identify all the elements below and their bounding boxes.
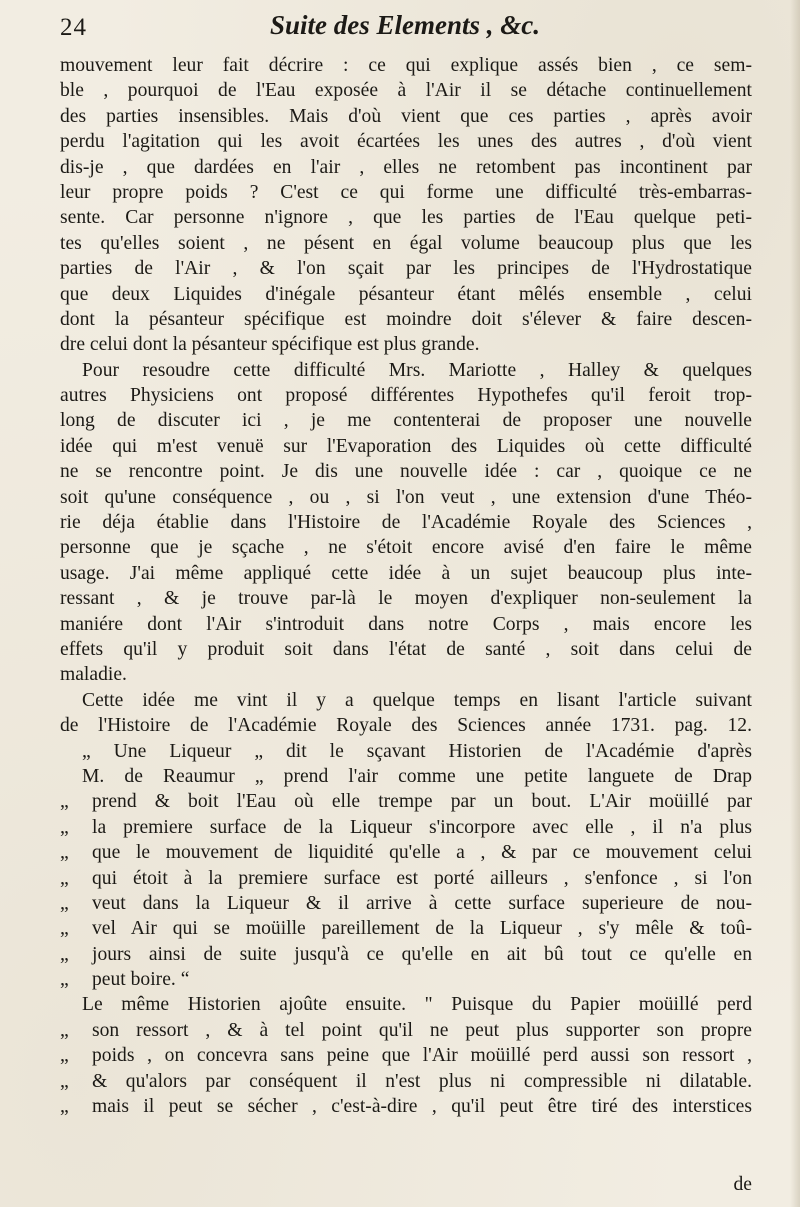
quoted-line	[60, 815, 752, 840]
quoted-text: vel Air qui se moüille pareillement de la Liqueur , s'y mêle & toû-	[92, 918, 752, 940]
quoted-line	[60, 866, 752, 891]
quoted-line	[60, 840, 752, 865]
page-edge-shadow	[790, 0, 800, 1207]
quoted-line	[60, 891, 752, 916]
text-line: mouvement leur fait décrire : ce qui explique assés bien , ce sem-	[60, 55, 752, 76]
text-line: des parties insensibles. Mais d'où vient que ces parties , après avoir	[60, 105, 752, 127]
text-line: dont la pésanteur spécifique est moindre doit s'élever & faire descen-	[60, 308, 752, 330]
quoted-line	[60, 789, 752, 814]
quoted-line	[60, 1069, 752, 1094]
quoted-text: prend & boit l'Eau où elle trempe par un bout. L'Air moüillé par	[92, 791, 752, 813]
text-line: leur propre poids ? C'est ce qui forme une difficulté très-embarras-	[60, 181, 752, 203]
page-number: 24	[60, 14, 87, 41]
quote-mark: „	[60, 892, 69, 914]
quote-mark: „	[60, 1019, 69, 1041]
quoted-line	[60, 1043, 752, 1068]
text-line: „ Une Liqueur „ dit le sçavant Historien de l'Académie d'après	[82, 740, 752, 762]
quote-mark: „	[60, 1070, 69, 1092]
quoted-line	[60, 967, 752, 992]
quoted-line	[60, 916, 752, 941]
text-line: tes qu'elles soient , ne pésent en égal volume beaucoup plus que les	[60, 232, 752, 254]
quoted-line	[60, 942, 752, 967]
quote-mark: „	[60, 867, 69, 889]
quoted-line	[60, 1018, 752, 1043]
quoted-text: peut boire. “	[92, 969, 190, 991]
quoted-text: qui étoit à la premiere surface est porté ailleurs , s'enfonce , si l'on	[92, 867, 752, 889]
text-line: usage. J'ai même appliqué cette idée à un sujet beaucoup plus inte-	[60, 562, 752, 584]
text-line: parties de l'Air , & l'on sçait par les principes de l'Hydrostatique	[60, 258, 752, 280]
text-line: dre celui dont la pésanteur spécifique est plus grande.	[60, 334, 480, 356]
quote-mark: „	[60, 1045, 69, 1067]
quoted-text: mais il peut se sécher , c'est-à-dire , qu'il peut être tiré des interstices	[92, 1096, 752, 1118]
quoted-text: poids , on concevra sans peine que l'Air moüillé perd aussi son ressort ,	[92, 1045, 752, 1067]
running-head: Suite des Elements , &c.	[270, 10, 540, 40]
quoted-text: jours ainsi de suite jusqu'à ce qu'elle en ait bû tout ce qu'elle en	[92, 943, 752, 965]
text-line: idée qui m'est venuë sur l'Evaporation des Liquides où cette difficulté	[60, 435, 752, 457]
text-line: Cette idée me vint il y a quelque temps en lisant l'article suivant	[82, 689, 752, 711]
text-line: que deux Liquides d'inégale pésanteur étant mêlés ensemble , celui	[60, 283, 752, 305]
text-line: ne se rencontre point. Je dis une nouvelle idée : car , quoique ce ne	[60, 461, 752, 483]
page-header	[60, 8, 750, 48]
quoted-text: veut dans la Liqueur & il arrive à cette surface superieure de nou-	[92, 892, 752, 914]
text-line: dis-je , que dardées en l'air , elles ne retombent pas incontinent par	[60, 156, 752, 178]
quoted-text: son ressort , & à tel point qu'il ne peut plus supporter son propre	[92, 1019, 752, 1041]
quote-mark: „	[60, 1096, 69, 1118]
quoted-text: la premiere surface de la Liqueur s'incorpore avec elle , il n'a plus	[92, 816, 752, 838]
quoted-line	[60, 1094, 752, 1119]
text-line: ble , pourquoi de l'Eau exposée à l'Air il se détache continuellement	[60, 80, 752, 102]
text-line: maniére dont l'Air s'introduit dans notre Corps , mais encore les	[60, 613, 752, 635]
text-line: perdu l'agitation qui les avoit écartées les unes des autres , d'où vient	[60, 131, 752, 153]
quote-mark: „	[60, 943, 69, 965]
text-line: rie déja établie dans l'Histoire de l'Académie Royale des Sciences ,	[60, 512, 752, 534]
text-line: sente. Car personne n'ignore , que les parties de l'Eau quelque peti-	[60, 207, 752, 229]
quote-mark: „	[60, 791, 69, 813]
quote-mark: „	[60, 918, 69, 940]
quote-mark: „	[60, 969, 69, 991]
text-line: autres Physiciens ont proposé différentes Hypothefes qu'il feroit trop-	[60, 385, 752, 407]
text-line: personne que je sçache , ne s'étoit encore avisé d'en faire le même	[60, 537, 752, 559]
text-line: effets qu'il y produit soit dans l'état de santé , soit dans celui de	[60, 638, 752, 660]
text-line: Le même Historien ajoûte ensuite. " Puisque du Papier moüillé perd	[82, 994, 752, 1016]
text-line: maladie.	[60, 664, 127, 686]
text-line: ressant , & je trouve par-là le moyen d'expliquer non-seulement la	[60, 588, 752, 610]
text-line: soit qu'une conséquence , ou , si l'on veut , une extension d'une Théo-	[60, 486, 752, 508]
quoted-text: que le mouvement de liquidité qu'elle a , & par ce mouvement celui	[92, 842, 752, 864]
quote-mark: „	[60, 816, 69, 838]
text-line: long de discuter ici , je me contenterai de proposer une nouvelle	[60, 410, 752, 432]
quoted-text: & qu'alors par conséquent il n'est plus ni compressible ni dilatable.	[92, 1070, 752, 1092]
body-text	[60, 53, 752, 1119]
text-line: Pour resoudre cette difficulté Mrs. Mariotte , Halley & quelques	[82, 359, 752, 381]
text-line: de l'Histoire de l'Académie Royale des Sciences année 1731. pag. 12.	[60, 715, 752, 737]
catchword: de	[733, 1174, 752, 1195]
quote-mark: „	[60, 842, 69, 864]
text-line: M. de Reaumur „ prend l'air comme une petite languete de Drap	[82, 765, 752, 787]
